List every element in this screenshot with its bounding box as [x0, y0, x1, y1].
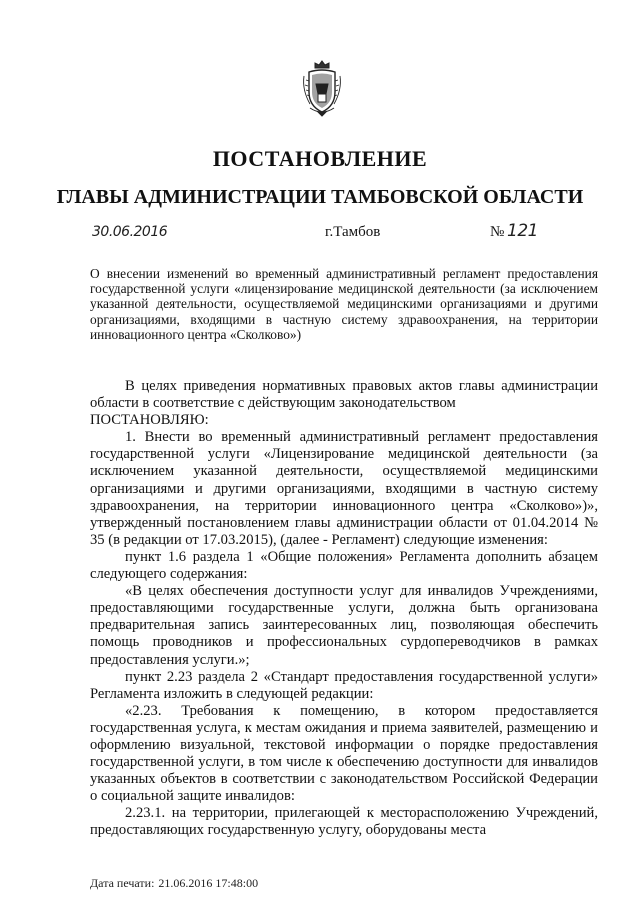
body-paragraph-2-23-1: 2.23.1. на территории, прилегающей к месторасположению Учреждений, предоставляющих государственную услугу, оборудованы места: [90, 805, 598, 839]
body-paragraph-decree: ПОСТАНОВЛЯЮ:: [90, 412, 209, 429]
body-paragraph-point-2-23: пункт 2.23 раздела 2 «Стандарт предоставления государственной услуги» Регламента изложить в следующей редакции:: [90, 668, 598, 702]
body-paragraph-quote-2-23: «2.23. Требования к помещению, в котором предоставляется государственная услуга, к местам ожидания и приема заявителей, размещению и оформлению визуальной, текстовой информации о порядке предоставления государственной услуги, в том числе к обеспечению доступности для инвалидов указанных объектов в соответствии с законодательством Российской Федерации о социальной защите инвалидов:: [90, 702, 598, 805]
body-paragraph-item-1: 1. Внести во временный административный регламент предоставления государственной услуги «Лицензирование медицинской деятельности (за исключением указанной деятельности, осуществляемой медицинскими организациями и другими организациями, входящими в частную систему здравоохранения, на территории инновационного центра «Сколково»)», утвержденный постановлением главы администрации области от 01.04.2014 № 35 (в редакции от 17.03.2015), (далее - Регламент) следующие изменения:: [90, 429, 598, 548]
handwritten-date: 30.06.2016: [92, 224, 168, 240]
document-subject: О внесении изменений во временный административный регламент предоставления государственной услуги «лицензирование медицинской деятельности (за исключением указанной деятельности, осуществляемой медицинскими организациями и другими организациями, входящими в частную систему здравоохранения, на территории инновационного центра «Сколково»): [90, 266, 598, 342]
body-paragraph-preamble: В целях приведения нормативных правовых актов главы администрации области в соответствие с действующим законодательством: [90, 378, 598, 412]
print-date-footer: [90, 876, 262, 891]
issuing-authority: ГЛАВЫ АДМИНИСТРАЦИИ ТАМБОВСКОЙ ОБЛАСТИ: [56, 186, 584, 208]
print-date-label: Дата печати:: [90, 876, 155, 890]
document-title: ПОСТАНОВЛЕНИЕ: [212, 146, 428, 171]
document-body: [90, 378, 598, 840]
handwritten-number: 121: [507, 221, 538, 241]
number-label: №: [490, 224, 505, 240]
body-paragraph-quote-1: «В целях обеспечения доступности услуг для инвалидов Учреждениями, предоставляющими государственные услуги, должна быть организована предварительная запись заинтересованных лиц, позволяющая обеспечить помощь проводников и профессиональных сурдопереводчиков в рамках предоставления услуги.»;: [90, 583, 598, 668]
coat-of-arms-emblem: [300, 58, 344, 120]
city-name: г.Тамбов: [325, 224, 381, 240]
print-date-value: 21.06.2016 17:48:00: [158, 876, 259, 890]
body-paragraph-point-1-6: пункт 1.6 раздела 1 «Общие положения» Регламента дополнить абзацем следующего содержания:: [90, 548, 598, 583]
